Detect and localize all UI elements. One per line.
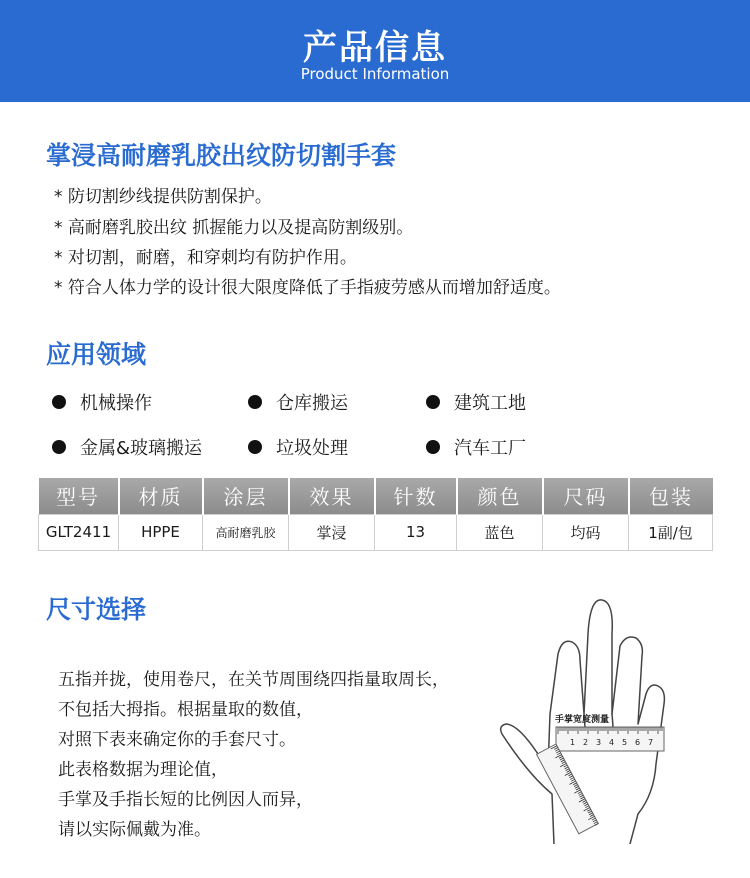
bullet-dot-icon — [52, 395, 66, 409]
table-cell: 均码 — [543, 514, 629, 550]
application-item-label: 汽车工厂 — [454, 438, 526, 459]
application-item — [52, 434, 202, 460]
application-item-label: 机械操作 — [80, 393, 152, 414]
ruler-number: 3 — [596, 738, 602, 747]
application-item-label: 垃圾处理 — [276, 438, 348, 459]
column-header: 尺码 — [543, 478, 629, 514]
application-item-label: 金属&玻璃搬运 — [80, 438, 203, 459]
bullet-dot-icon — [248, 440, 262, 454]
table-cell: 掌浸 — [289, 514, 375, 550]
column-header: 材质 — [119, 478, 203, 514]
table-cell: HPPE — [119, 514, 203, 550]
feature-item: * 符合人体力学的设计很大限度降低了手指疲劳感从而增加舒适度。 — [54, 278, 561, 298]
ruler-number: 4 — [609, 738, 615, 747]
size-title: 尺寸选择 — [46, 595, 147, 624]
column-header: 涂层 — [203, 478, 289, 514]
size-instruction-line: 对照下表来确定你的手套尺寸。 — [58, 730, 296, 750]
application-item — [426, 389, 526, 415]
ruler-number: 6 — [635, 738, 641, 747]
table-cell: GLT2411 — [39, 514, 119, 550]
application-item — [426, 434, 526, 460]
column-header: 效果 — [289, 478, 375, 514]
application-item — [248, 434, 348, 460]
table-cell: 高耐磨乳胶 — [203, 514, 289, 550]
size-instruction-line: 手掌及手指长短的比例因人而异， — [58, 790, 313, 810]
ruler-horizontal — [556, 727, 664, 751]
ruler-number: 2 — [583, 738, 589, 747]
table-cell: 1副/包 — [629, 514, 713, 550]
ruler-number: 1 — [570, 738, 576, 747]
bullet-dot-icon — [426, 395, 440, 409]
bullet-dot-icon — [248, 395, 262, 409]
column-header: 型号 — [39, 478, 119, 514]
bullet-dot-icon — [52, 440, 66, 454]
table-cell: 13 — [375, 514, 457, 550]
table-row — [39, 514, 713, 550]
table-header-row — [39, 478, 713, 514]
measure-label: 手掌宽度测量 — [554, 715, 610, 725]
application-item — [248, 389, 348, 415]
bullet-dot-icon — [426, 440, 440, 454]
ruler-number: 7 — [648, 738, 654, 747]
feature-item: * 高耐磨乳胶出纹 抓握能力以及提高防割级别。 — [54, 218, 414, 238]
ruler-number: 5 — [622, 738, 628, 747]
size-instruction-line: 此表格数据为理论值， — [58, 760, 228, 780]
size-instruction-line: 不包括大拇指。根据量取的数值， — [58, 700, 313, 720]
application-title: 应用领域 — [46, 340, 147, 369]
application-item-label: 建筑工地 — [454, 393, 526, 414]
banner-subtitle: Product Information — [300, 65, 450, 83]
column-header: 颜色 — [457, 478, 543, 514]
hand-measurement-illustration — [498, 594, 670, 844]
column-header: 包装 — [629, 478, 713, 514]
column-header: 针数 — [375, 478, 457, 514]
product-title: 掌浸高耐磨乳胶出纹防切割手套 — [46, 141, 397, 170]
header-banner — [0, 0, 750, 102]
application-item-label: 仓库搬运 — [276, 393, 348, 414]
spec-table — [38, 478, 713, 551]
feature-item: * 防切割纱线提供防割保护。 — [54, 187, 272, 207]
application-item — [52, 389, 152, 415]
feature-item: * 对切割，耐磨，和穿刺均有防护作用。 — [54, 248, 357, 268]
banner-title: 产品信息 — [303, 28, 447, 68]
size-instruction-line: 五指并拢，使用卷尺，在关节周围绕四指量取周长， — [58, 670, 449, 690]
table-cell: 蓝色 — [457, 514, 543, 550]
size-instruction-line: 请以实际佩戴为准。 — [58, 820, 211, 840]
